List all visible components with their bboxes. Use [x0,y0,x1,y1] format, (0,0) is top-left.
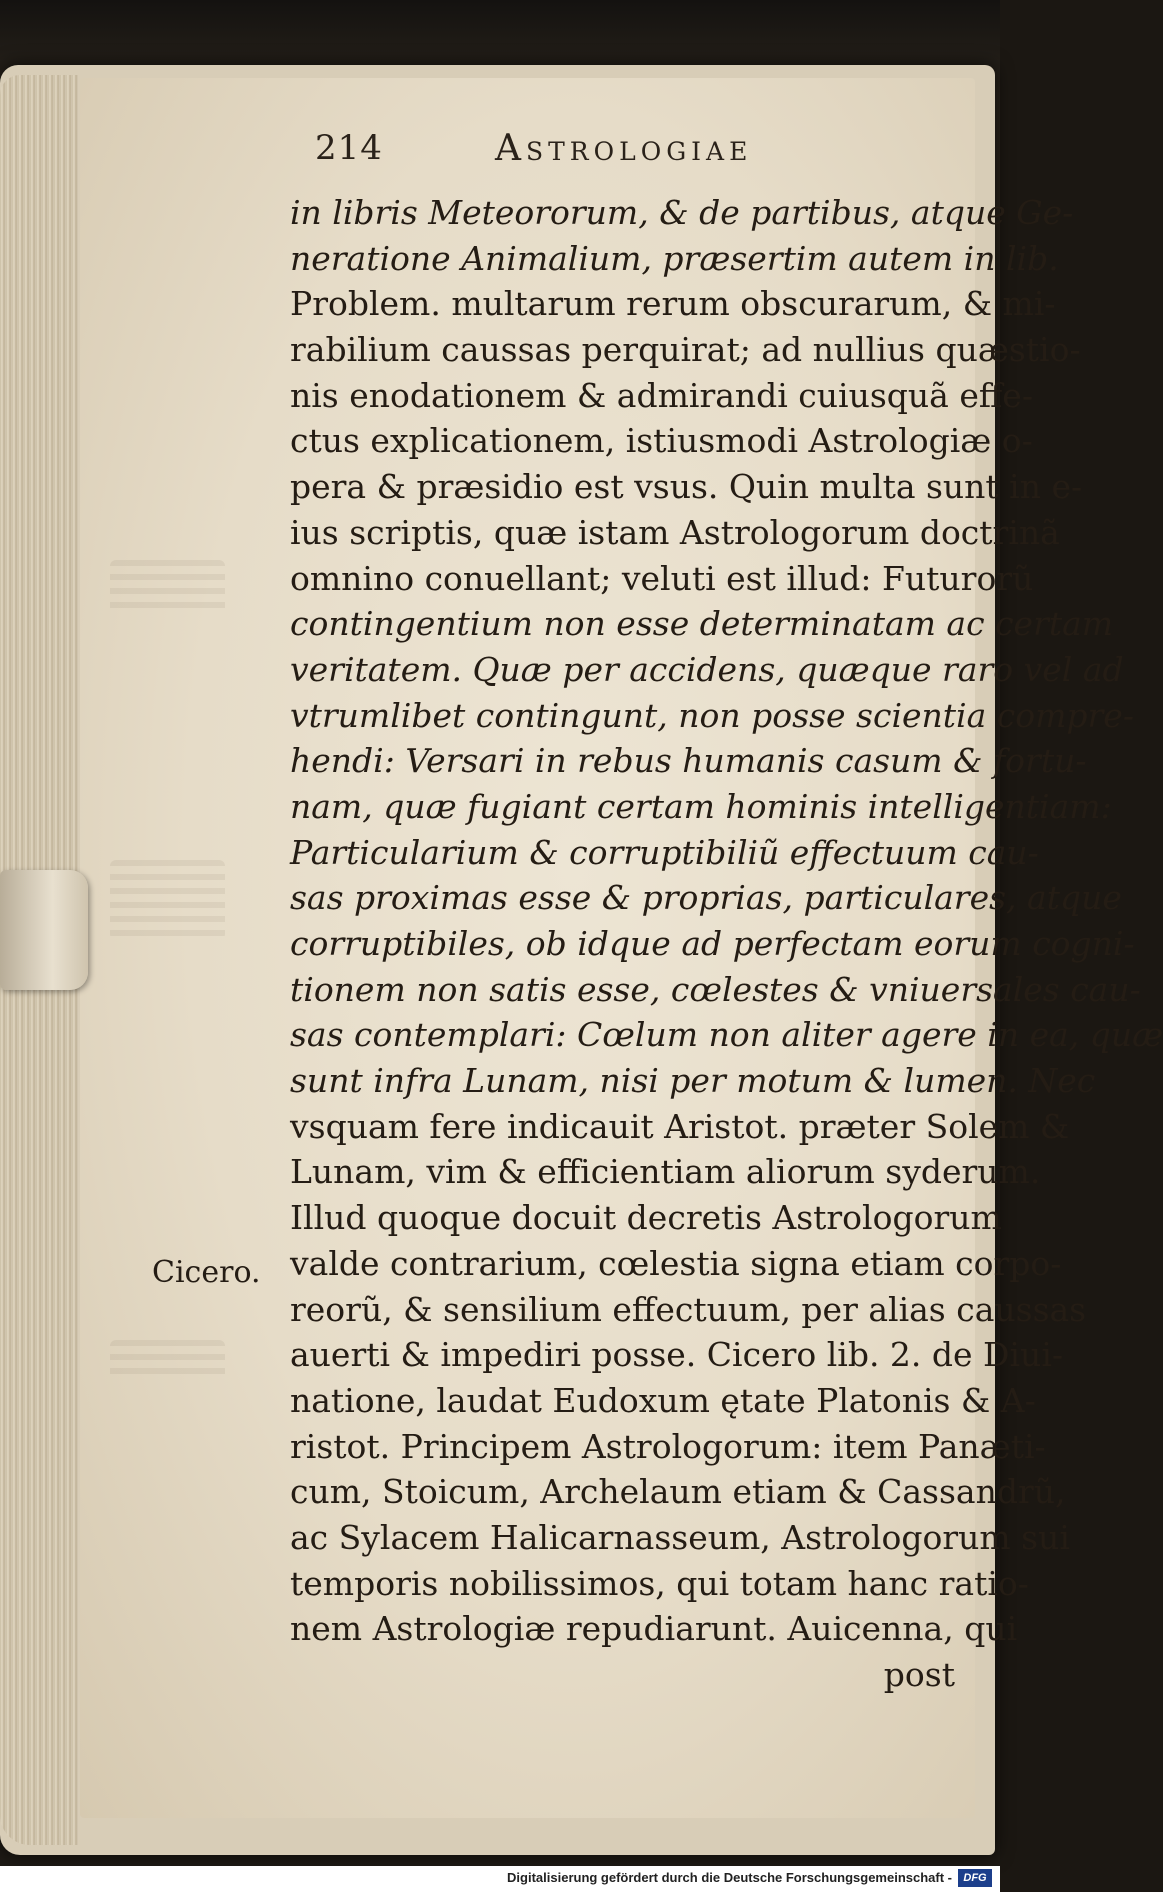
text-line: ius scriptis, quæ istam Astrologorum doctrinã [290,512,1060,552]
text-line: natione, laudat Eudoxum ętate Platonis & A- [290,1380,1036,1420]
text-line: hendi: Versari in rebus humanis casum & fortu- [290,741,1087,781]
text-line: ac Sylacem Halicarnasseum, Astrologorum sui [290,1517,1070,1557]
text-line: nem Astrologiæ repudiarunt. Auicenna, qui [290,1609,1018,1649]
clasp-tab [0,870,88,990]
text-line: valde contrarium, cœlestia signa etiam corpo- [290,1243,1062,1283]
margin-note: Cicero. [152,1255,261,1290]
text-line: in libris Meteororum, & de partibus, atque Ge- [290,193,1074,232]
text-line: sunt infra Lunam, nisi per motum & lumen. Nec [290,1061,1096,1101]
text-line: rabilium caussas perquirat; ad nullius quæstio- [290,330,1081,370]
text-line: ristot. Principem Astrologorum: item Panæti- [290,1426,1046,1466]
text-line: Particularium & corruptibiliũ effectuum cau- [290,832,1039,872]
text-line: cum, Stoicum, Archelaum etiam & Cassandrũ, [290,1472,1066,1512]
dfg-logo-icon: DFG [958,1869,992,1887]
text-line: Illud quoque docuit decretis Astrologorum [290,1198,1002,1238]
text-line: corruptibiles, ob idque ad perfectam eorum cogni- [290,924,1135,963]
text-line: ctus explicationem, istiusmodi Astrologiæ o- [290,421,1033,461]
catchword: post [883,1655,955,1694]
bleed-through-mark [110,560,225,615]
page-header [315,128,785,178]
text-line: Lunam, vim & efficientiam aliorum syderum. [290,1152,1041,1192]
bleed-through-mark [110,860,225,940]
footer-credit: Digitalisierung gefördert durch die Deutsche Forschungsgemeinschaft - [507,1870,952,1885]
bleed-through-mark [110,1340,225,1380]
text-line: vsquam fere indicauit Aristot. præter Solem & [290,1106,1070,1146]
text-line: Problem. multarum rerum obscurarum, & mi- [290,284,1056,324]
running-title: Astrologiae [495,128,753,169]
text-line: pera & præsidio est vsus. Quin multa sunt in e- [290,467,1083,507]
text-line: nis enodationem & admirandi cuiusquã effe- [290,375,1033,415]
text-line: contingentium non esse determinatam ac certam [290,604,1114,644]
page-number: 214 [315,128,383,168]
body-text [290,190,1163,1698]
text-line: omnino conuellant; veluti est illud: Futurorũ [290,558,1034,598]
text-line: sas contemplari: Cœlum non aliter agere in ea, quæ [290,1015,1163,1055]
text-line: auerti & impediri posse. Cicero lib. 2. de Diui- [290,1335,1064,1375]
text-line: sas proximas esse & proprias, particulares, atque [290,878,1122,918]
text-line: temporis nobilissimos, qui totam hanc ratio- [290,1563,1029,1603]
text-line: veritatem. Quæ per accidens, quæque raro vel ad [290,649,1124,689]
text-line: vtrumlibet contingunt, non posse scientia compre- [290,695,1134,735]
text-line: tionem non satis esse, cœlestes & vniuersales cau- [290,969,1141,1009]
text-line: neratione Animalium, præsertim autem in lib. [290,238,1059,278]
text-line: reorũ, & sensilium effectuum, per alias caussas [290,1289,1087,1329]
text-line: nam, quæ fugiant certam hominis intelligentiam: [290,786,1112,826]
footer-bar [0,1866,1000,1892]
